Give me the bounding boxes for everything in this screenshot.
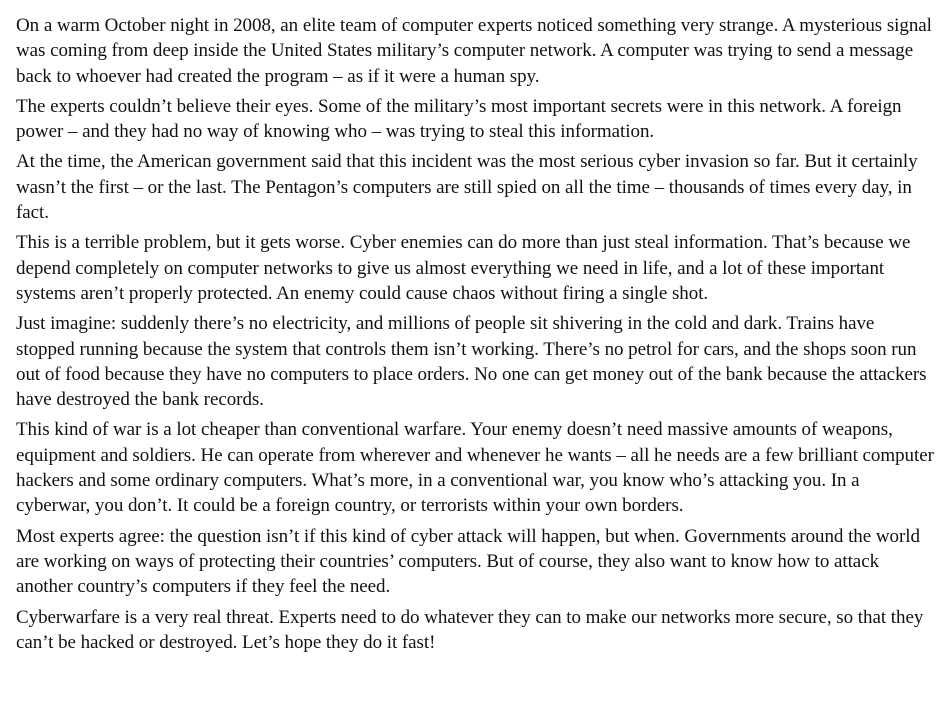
paragraph-4: This is a terrible problem, but it gets worse. Cyber enemies can do more than just steal information. That’s because we depend completely on computer networks to give us almost everything we need in life, and a lot of these important systems aren’t properly protected. An enemy could cause chaos without firing a single shot.	[16, 232, 911, 304]
paragraph-3: At the time, the American government said that this incident was the most serious cyber invasion so far. But it certainly wasn’t the first – or the last. The Pentagon’s computers are still spied on all the time – thousands of times every day, in fact.	[16, 151, 918, 224]
paragraph-6: This kind of war is a lot cheaper than conventional warfare. Your enemy doesn’t need massive amounts of weapons, equipment and soldiers. He can operate from wherever and whenever he wants – all he needs are a few brilliant computer hackers and some ordinary computers. What’s more, in a conventional war, you know who’s attacking you. In a cyberwar, you don’t. It could be a foreign country, or terrorists within your own borders.	[16, 419, 934, 517]
paragraph-7: Most experts agree: the question isn’t if this kind of cyber attack will happen, but when. Governments around the world are working on ways of protecting their countries’ computers. But of course, they also want to know how to attack another country’s computers if they feel the need.	[16, 525, 920, 598]
paragraph-5: Just imagine: suddenly there’s no electricity, and millions of people sit shivering in the cold and dark. Trains have stopped running because the system that controls them isn’t working. There’s no petrol for cars, and the shops soon run out of food because they have no computers to place orders. No one can get money out of the bank because the attackers have destroyed the bank records.	[16, 313, 927, 411]
paragraph-8: Cyberwarfare is a very real threat. Experts need to do whatever they can to make our networks more secure, so that they can’t be hacked or destroyed. Let’s hope they do it fast!	[16, 606, 924, 653]
paragraph-2: The experts couldn’t believe their eyes. Some of the military’s most important secrets were in this network. A foreign power – and they had no way of knowing who – was trying to steal this information.	[16, 95, 902, 143]
paragraph-1: On a warm October night in 2008, an elite team of computer experts noticed something very strange. A mysterious signal was coming from deep inside the United States military’s computer network. A computer was trying to send a message back to whoever had created the program – as if it were a human spy.	[16, 15, 932, 87]
